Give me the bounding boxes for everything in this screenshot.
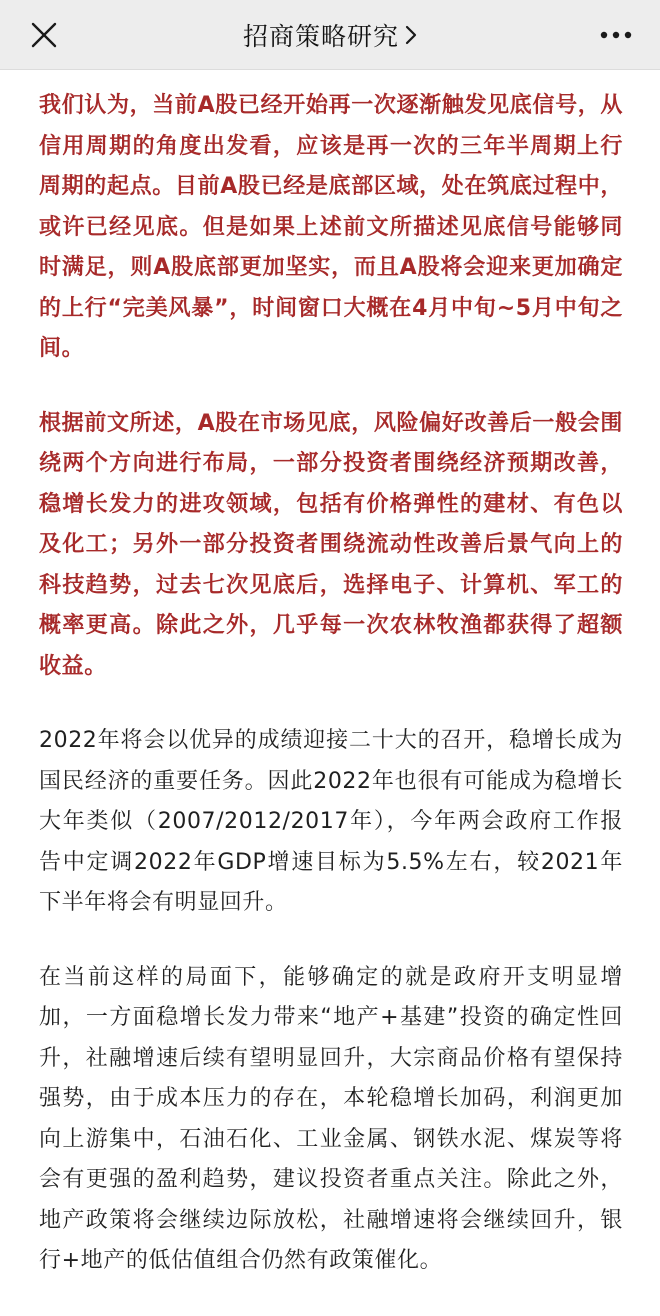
chevron-right-icon [405, 25, 417, 45]
article-paragraph: 2022年将会以优异的成绩迎接二十大的召开，稳增长成为国民经济的重要任务。因此2022年也很有可能成为稳增长大年类似（2007/2012/2017年），今年两会政府工作报告中定调2022年GDP增速目标为5.5%左右，较2021年下半年将会有明显回升。 [39, 728, 623, 915]
account-title-link[interactable] [0, 0, 660, 70]
article-paragraph: 在当前这样的局面下，能够确定的就是政府开支明显增加，一方面稳增长发力带来“地产+基建”投资的确定性回升，社融增速后续有望明显回升，大宗商品价格有望保持强势，由于成本压力的存在，本轮稳增长加码，利润更加向上游集中，石油石化、工业金属、钢铁水泥、煤炭等将会有更强的盈利趋势，建议投资者重点关注。除此之外，地产政策将会继续边际放松，社融增速将会继续回升，银行+地产的低估值组合仍然有政策催化。 [39, 964, 623, 1273]
highlight-paragraph: 我们认为，当前A股已经开始再一次逐渐触发见底信号，从信用周期的角度出发看，应该是再一次的三年半周期上行周期的起点。目前A股已经是底部区域，处在筑底过程中，或许已经见底。但是如果上述前文所描述见底信号能够同时满足，则A股底部更加坚实，而且A股将会迎来更加确定的上行“完美风暴”，时间窗口大概在4月中旬~5月中旬之间。 [39, 93, 623, 361]
article-body [39, 86, 623, 1316]
top-navigation-bar [0, 0, 660, 70]
page-title: 招商策略研究 [242, 22, 399, 51]
more-dots-icon[interactable] [594, 13, 638, 57]
highlight-paragraph: 根据前文所述，A股在市场见底，风险偏好改善后一般会围绕两个方向进行布局，一部分投资者围绕经济预期改善，稳增长发力的进攻领域，包括有价格弹性的建材、有色以及化工；另外一部分投资者围绕流动性改善后景气向上的科技趋势，过去七次见底后，选择电子、计算机、军工的概率更高。除此之外，几乎每一次农林牧渔都获得了超额收益。 [39, 410, 623, 679]
